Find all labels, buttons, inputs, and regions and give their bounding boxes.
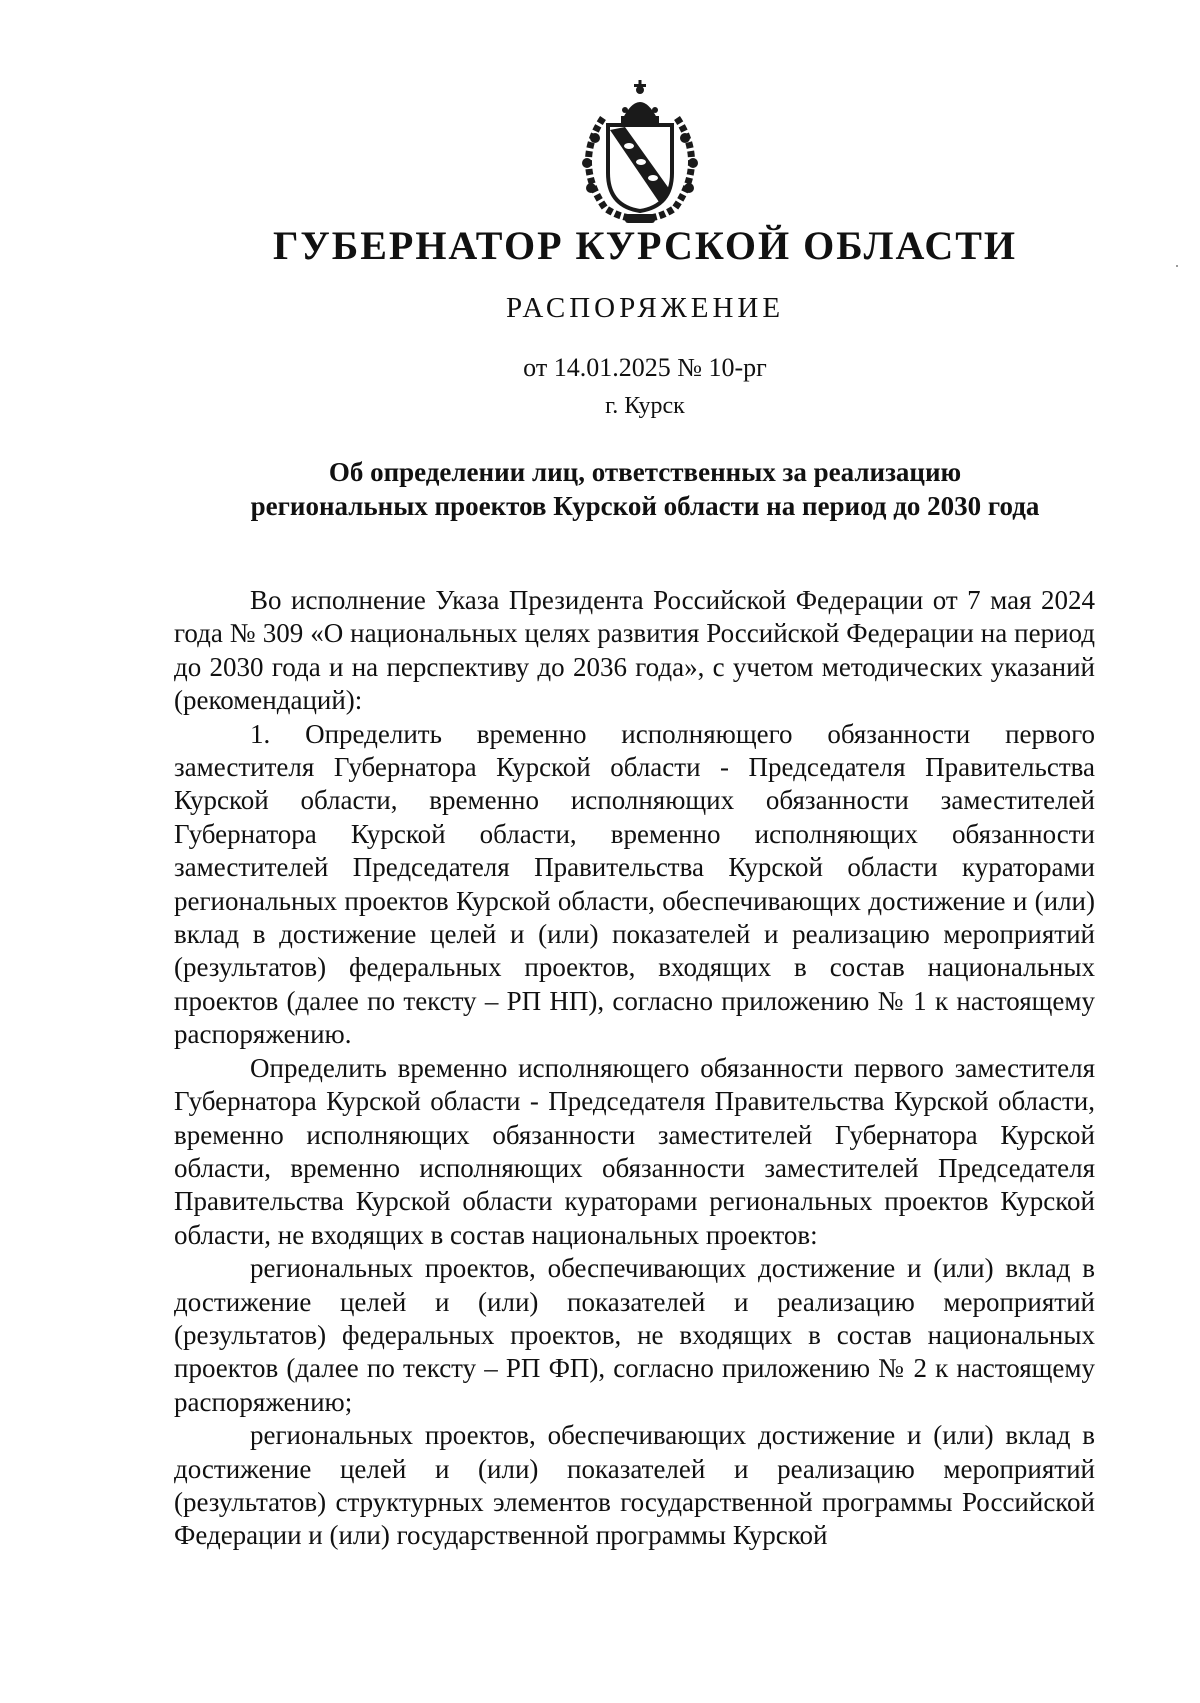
subject-line: региональных проектов Курской области на период до 2030 года: [250, 491, 1040, 521]
body-paragraph: региональных проектов, обеспечивающих достижение и (или) вклад в достижение целей и (или) показателей и реализацию мероприятий (результатов) структурных элементов государственной программы Российской Федерации и (или) государственной программы Курской: [174, 1420, 1095, 1551]
authority-title: ГУБЕРНАТОР КУРСКОЙ ОБЛАСТИ: [272, 223, 1018, 268]
document-body: [174, 584, 1095, 1553]
body-paragraph: 1. Определить временно исполняющего обязанности первого заместителя Губернатора Курской области - Председателя Правительства Курской области, временно исполняющих обязанности заместителей Губернатора Курской области, временно исполняющих обязанности заместителей Председателя Правительства Курской области кураторами региональных проектов Курской области, обеспечивающих достижение и (или) вклад в достижение целей и (или) показателей и реализацию мероприятий (результатов) федеральных проектов, входящих в состав национальных проектов (далее по тексту – РП НП), согласно приложению № 1 к настоящему распоряжению.: [174, 718, 1095, 1050]
kursk-oblast-coat-of-arms-icon: [565, 78, 715, 226]
body-paragraph: региональных проектов, обеспечивающих достижение и (или) вклад в достижение целей и (или) показателей и реализацию мероприятий (результатов) федеральных проектов, не входящих в состав национальных проектов (далее по тексту – РП ФП), согласно приложению № 2 к настоящему распоряжению;: [174, 1253, 1095, 1417]
document-place: г. Курск: [605, 393, 685, 419]
document-subject: [150, 455, 1140, 523]
document-type: РАСПОРЯЖЕНИЕ: [505, 292, 785, 324]
document-number-date: от 14.01.2025 № 10-рг: [523, 353, 767, 382]
subject-line: Об определении лиц, ответственных за реализацию: [328, 457, 962, 487]
scan-speck: [1176, 265, 1178, 267]
body-paragraph: Определить временно исполняющего обязанности первого заместителя Губернатора Курской области - Председателя Правительства Курской области, временно исполняющих обязанности заместителей Губернатора Курской области, временно исполняющих обязанности заместителей Председателя Правительства Курской области кураторами региональных проектов Курской области, не входящих в состав национальных проектов:: [174, 1052, 1095, 1250]
body-paragraph: Во исполнение Указа Президента Российской Федерации от 7 мая 2024 года № 309 «О национальных целях развития Российской Федерации на период до 2030 года и на перспективу до 2036 года», с учетом методических указаний (рекомендаций):: [174, 585, 1095, 716]
